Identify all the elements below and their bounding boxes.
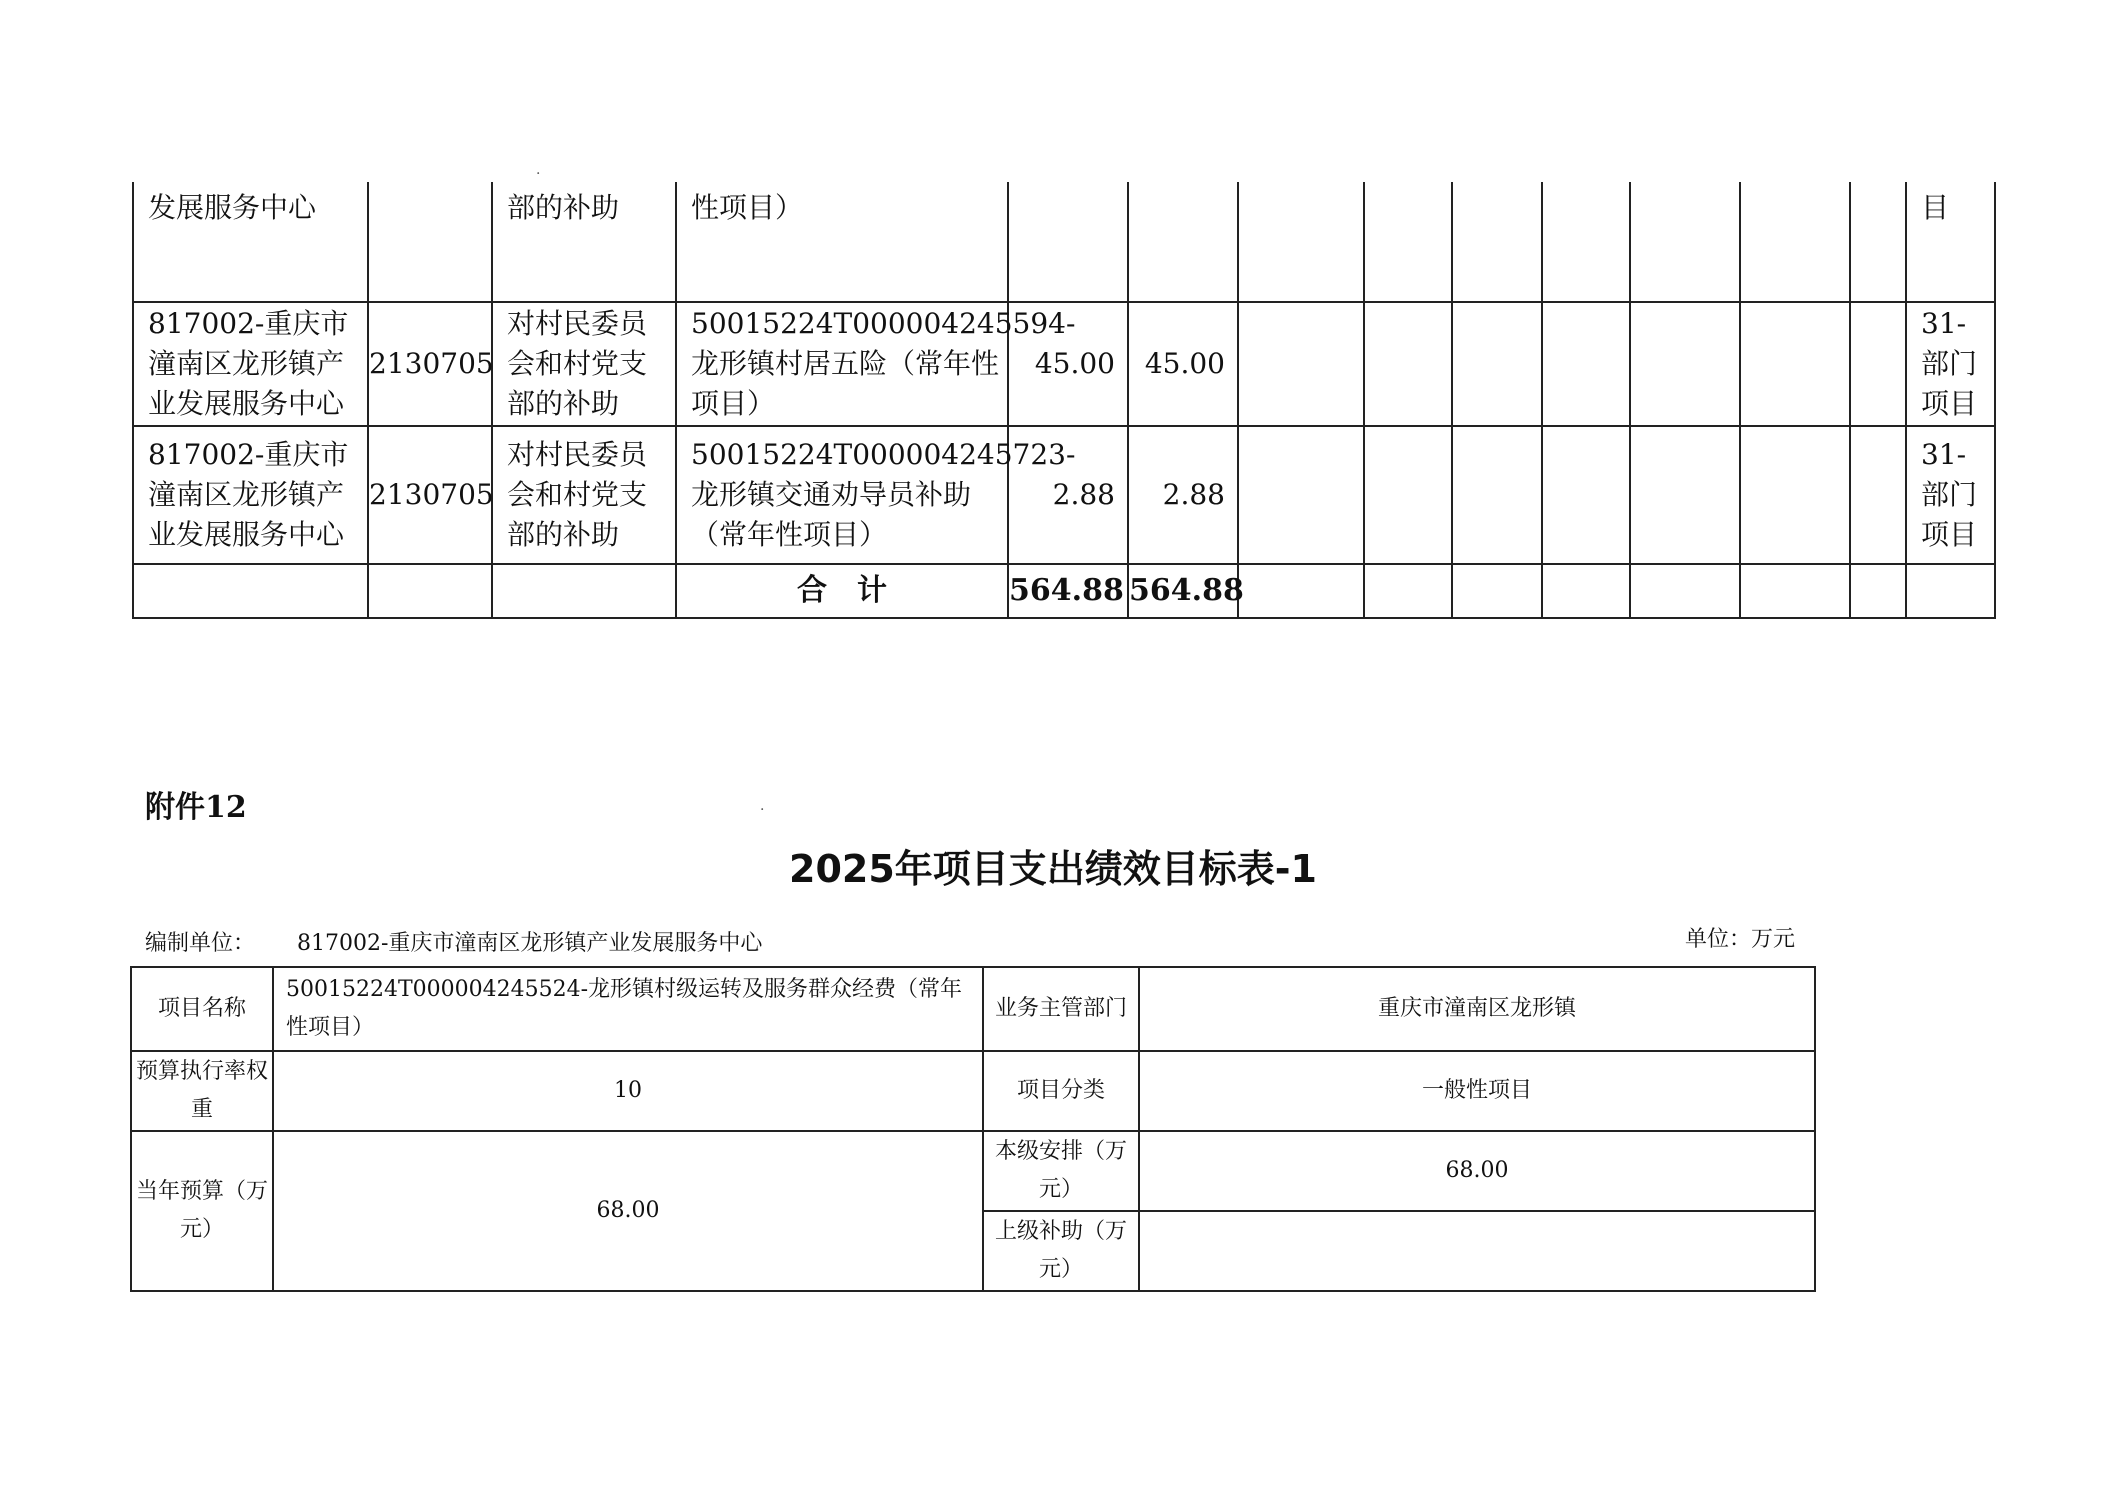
function-code-cell: 2130705 bbox=[368, 302, 492, 426]
category-value: 一般性项目 bbox=[1139, 1051, 1815, 1131]
unit-label: 单位：万元 bbox=[1685, 927, 1796, 952]
table-row bbox=[133, 426, 1995, 564]
table-row bbox=[131, 1131, 1815, 1211]
total-amount: 564.88 bbox=[1128, 564, 1238, 618]
scan-mark: · bbox=[760, 802, 765, 818]
dept-label: 业务主管部门 bbox=[983, 967, 1139, 1051]
amount-cell: 45.00 bbox=[1008, 302, 1128, 426]
project-cell: 50015224T000004245594-龙形镇村居五险（常年性项目） bbox=[676, 302, 1008, 426]
scan-mark: · bbox=[536, 166, 541, 182]
unit-cell: 发展服务中心 bbox=[133, 182, 368, 302]
table-row bbox=[131, 1051, 1815, 1131]
project-type-cell: 31-部门项目 bbox=[1906, 426, 1995, 564]
category-cell: 对村民委员会和村党支部的补助 bbox=[492, 426, 676, 564]
local-budget-label: 本级安排（万元） bbox=[983, 1131, 1139, 1211]
project-name-label: 项目名称 bbox=[131, 967, 273, 1051]
project-name-value: 50015224T000004245524-龙形镇村级运转及服务群众经费（常年性项目） bbox=[273, 967, 983, 1051]
total-amount: 564.88 bbox=[1008, 564, 1128, 618]
unit-cell: 817002-重庆市潼南区龙形镇产业发展服务中心 bbox=[133, 302, 368, 426]
upper-subsidy-value bbox=[1139, 1211, 1815, 1291]
total-label: 合 计 bbox=[676, 564, 1008, 618]
budget-value: 68.00 bbox=[273, 1131, 983, 1291]
project-type-cell: 31-部门项目 bbox=[1906, 302, 1995, 426]
project-type-cell: 目 bbox=[1906, 182, 1995, 302]
function-code-cell: 2130705 bbox=[368, 426, 492, 564]
project-cell: 50015224T000004245723-龙形镇交通劝导员补助（常年性项目） bbox=[676, 426, 1008, 564]
unit-cell: 817002-重庆市潼南区龙形镇产业发展服务中心 bbox=[133, 426, 368, 564]
table-row bbox=[131, 967, 1815, 1051]
page-title: 2025年项目支出绩效目标表-1 bbox=[789, 847, 1317, 891]
amount-cell: 2.88 bbox=[1128, 426, 1238, 564]
budget-continuation-table bbox=[132, 182, 1996, 619]
category-label: 项目分类 bbox=[983, 1051, 1139, 1131]
amount-cell: 2.88 bbox=[1008, 426, 1128, 564]
dept-value: 重庆市潼南区龙形镇 bbox=[1139, 967, 1815, 1051]
local-budget-value: 68.00 bbox=[1139, 1131, 1815, 1211]
performance-target-table bbox=[130, 966, 1816, 1292]
project-cell: 性项目） bbox=[676, 182, 1008, 302]
upper-subsidy-label: 上级补助（万元） bbox=[983, 1211, 1139, 1291]
budget-label: 当年预算（万元） bbox=[131, 1131, 273, 1291]
org-value: 817002-重庆市潼南区龙形镇产业发展服务中心 bbox=[297, 931, 763, 956]
category-cell: 部的补助 bbox=[492, 182, 676, 302]
org-label: 编制单位： bbox=[145, 931, 256, 956]
table-row bbox=[133, 302, 1995, 426]
attachment-label: 附件12 bbox=[145, 790, 247, 825]
exec-rate-value: 10 bbox=[273, 1051, 983, 1131]
category-cell: 对村民委员会和村党支部的补助 bbox=[492, 302, 676, 426]
table-row bbox=[133, 182, 1995, 302]
total-row bbox=[133, 564, 1995, 618]
amount-cell: 45.00 bbox=[1128, 302, 1238, 426]
exec-rate-label: 预算执行率权重 bbox=[131, 1051, 273, 1131]
org-line bbox=[145, 926, 762, 957]
